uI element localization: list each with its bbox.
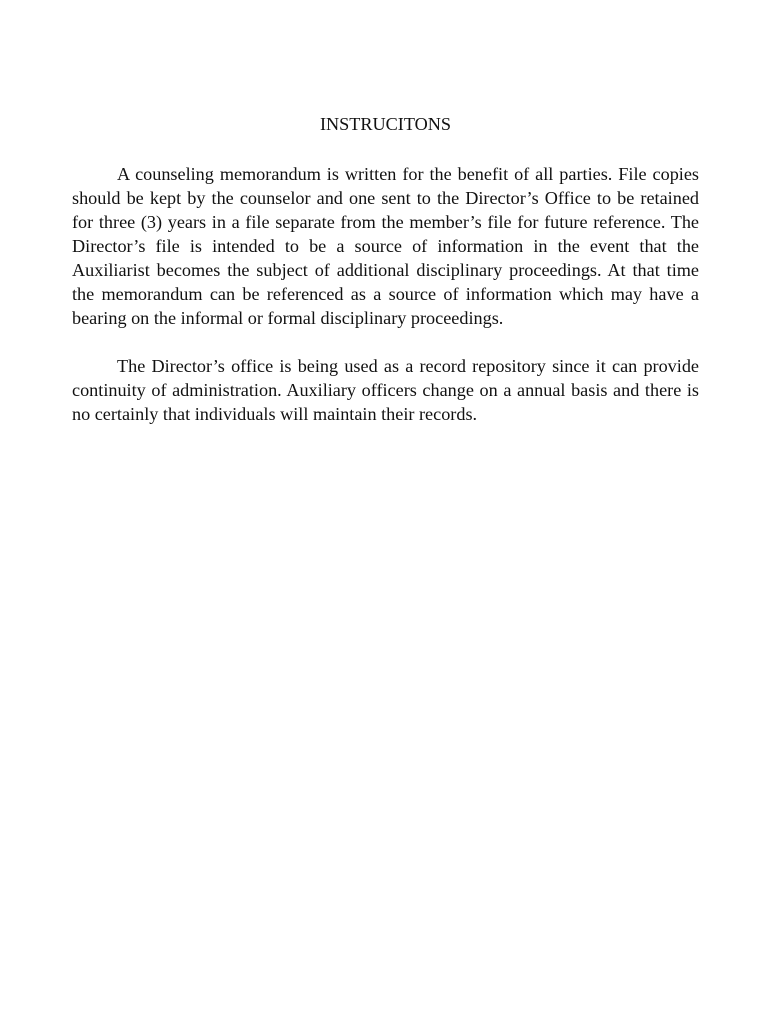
page-title: INSTRUCITONS bbox=[319, 114, 452, 134]
paragraph-record-repository: The Director’s office is being used as a record repository since it can provide continuity of administration. Auxiliary officers change on a annual basis and there is no certainly that individuals will maintain their records. bbox=[72, 356, 699, 424]
document-body bbox=[72, 112, 699, 450]
paragraph-counseling-memorandum: A counseling memorandum is written for the benefit of all parties. File copies should be kept by the counselor and one sent to the Director’s Office to be retained for three (3) years in a file separate from the member’s file for future reference. The Director’s file is intended to be a source of information in the event that the Auxiliarist becomes the subject of additional disciplinary proceedings. At that time the memorandum can be referenced as a source of information which may have a bearing on the informal or formal disciplinary proceedings. bbox=[72, 164, 699, 328]
